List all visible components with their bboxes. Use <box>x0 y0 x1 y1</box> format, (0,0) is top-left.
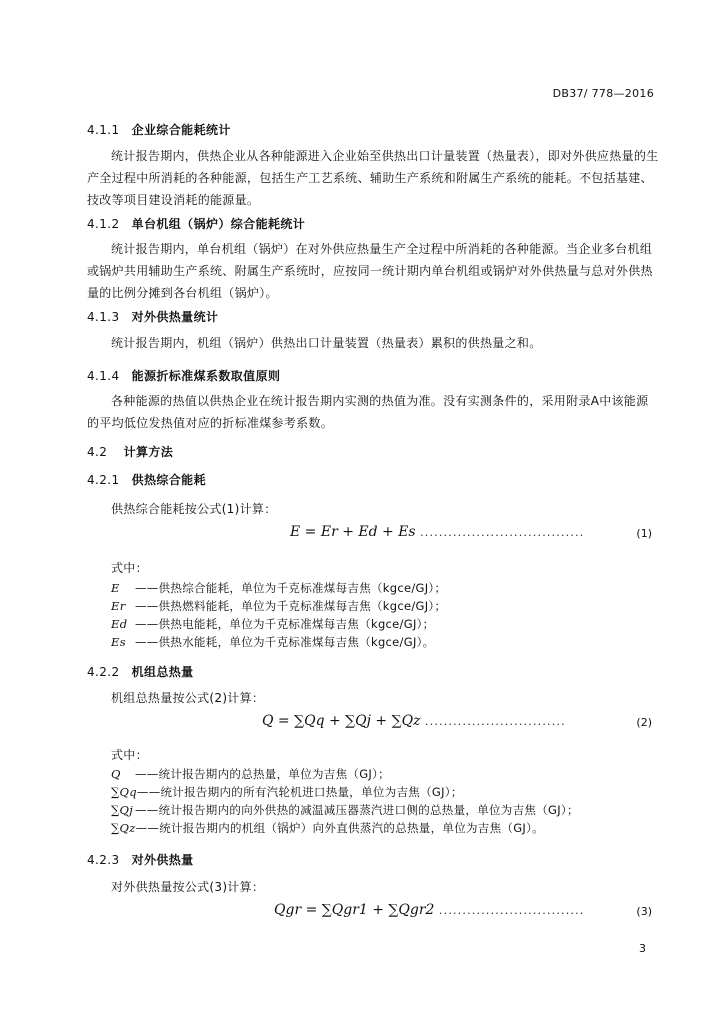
formula-expression: E = Er + Ed + Es <box>290 524 416 540</box>
formula-intro-2: 机组总热量按公式(2)计算： <box>111 691 265 705</box>
doc-code-header: DB37/ 778—2016 <box>552 87 654 100</box>
definition-text: ——统计报告期内的所有汽轮机进口热量，单位为吉焦（GJ）； <box>136 785 463 799</box>
where-label-1: 式中： <box>111 561 148 575</box>
equation-number-2: (2) <box>636 716 652 729</box>
heading-4-2-2 <box>87 663 194 680</box>
heading-title: 对外供热量统计 <box>131 310 219 324</box>
formula-expression: Qgr = ∑Qgr1 + ∑Qgr2 <box>274 902 435 918</box>
heading-4-2 <box>87 443 173 460</box>
equation-number-3: (3) <box>636 905 652 918</box>
where-label-2: 式中： <box>111 748 148 762</box>
heading-4-1-2 <box>87 215 305 232</box>
heading-number: 4.1.4 <box>87 369 120 383</box>
heading-4-1-4 <box>87 367 280 384</box>
heading-title: 企业综合能耗统计 <box>131 123 231 137</box>
heading-title: 能源折标准煤系数取值原则 <box>131 369 281 383</box>
heading-number: 4.1.2 <box>87 217 120 231</box>
equation-number-1: (1) <box>636 527 652 540</box>
definition-symbol: Q <box>111 767 121 781</box>
definition-text: ——供热燃料能耗，单位为千克标准煤每吉焦（kgce/GJ）； <box>135 599 447 613</box>
formula-3 <box>274 902 585 918</box>
definition-symbol: Ed <box>111 617 128 631</box>
formula-expression: Q = ∑Qq + ∑Qj + ∑Qz <box>262 713 421 729</box>
page-number: 3 <box>639 942 646 955</box>
formula-2 <box>262 713 566 729</box>
definition-E <box>111 580 446 596</box>
formula-intro-3: 对外供热量按公式(3)计算： <box>111 880 265 894</box>
heading-number: 4.2 <box>87 445 108 459</box>
heading-number: 4.1.3 <box>87 310 120 324</box>
definition-symbol: ∑Qj <box>111 803 134 817</box>
heading-title: 对外供热量 <box>131 853 194 867</box>
heading-number: 4.2.2 <box>87 665 120 679</box>
heading-number: 4.2.3 <box>87 853 120 867</box>
definition-Qj <box>111 802 579 818</box>
definition-symbol: E <box>111 581 120 595</box>
definition-Es <box>111 634 434 650</box>
heading-4-2-1 <box>87 471 206 488</box>
heading-title: 计算方法 <box>123 445 174 459</box>
definition-text: ——统计报告期内的总热量，单位为吉焦（GJ）； <box>135 767 390 781</box>
heading-4-1-3 <box>87 308 218 325</box>
leader-dots: ............................... <box>438 904 585 917</box>
heading-4-1-1 <box>87 121 231 138</box>
definition-Q <box>111 766 390 782</box>
definition-Qq <box>111 784 463 800</box>
paragraph-4-1-1: 统计报告期内，供热企业从各种能源进入企业始至供热出口计量装置（热量表），即对外供应热量的生产全过程中所消耗的各种能源，包括生产工艺系统、辅助生产系统和附属生产系统的能耗。不包括基建、技改等项目建设消耗的能源量。 <box>87 149 659 207</box>
heading-number: 4.1.1 <box>87 123 120 137</box>
definition-text: ——供热水能耗，单位为千克标准煤每吉焦（kgce/GJ）。 <box>135 635 435 649</box>
definition-text: ——供热综合能耗，单位为千克标准煤每吉焦（kgce/GJ）； <box>135 581 447 595</box>
paragraph-4-1-4: 各种能源的热值以供热企业在统计报告期内实测的热值为准。没有实测条件的，采用附录A中该能源的平均低位发热值对应的折标准煤参考系数。 <box>87 394 649 430</box>
leader-dots: ................................... <box>420 526 585 539</box>
heading-4-2-3 <box>87 851 194 868</box>
leader-dots: .............................. <box>424 715 566 728</box>
formula-1 <box>290 524 584 540</box>
definition-Er <box>111 598 446 614</box>
formula-intro-1: 供热综合能耗按公式(1)计算： <box>111 502 277 516</box>
paragraph-4-1-3: 统计报告期内，机组（锅炉）供热出口计量装置（热量表）累积的供热量之和。 <box>111 336 542 350</box>
definition-text: ——供热电能耗，单位为千克标准煤每吉焦（kgce/GJ）； <box>135 617 435 631</box>
heading-title: 机组总热量 <box>131 665 194 679</box>
definition-text: ——统计报告期内的向外供热的减温减压器蒸汽进口侧的总热量，单位为吉焦（GJ）； <box>135 803 579 817</box>
heading-title: 单台机组（锅炉）综合能耗统计 <box>131 217 306 231</box>
definition-symbol: ∑Qq <box>111 785 137 799</box>
definition-Qz <box>111 820 544 836</box>
definition-symbol: ∑Qz <box>111 821 136 835</box>
definition-text: ——统计报告期内的机组（锅炉）向外直供蒸汽的总热量，单位为吉焦（GJ）。 <box>135 821 544 835</box>
heading-number: 4.2.1 <box>87 473 120 487</box>
heading-title: 供热综合能耗 <box>131 473 206 487</box>
definition-symbol: Er <box>111 599 126 613</box>
paragraph-4-1-2: 统计报告期内，单台机组（锅炉）在对外供应热量生产全过程中所消耗的各种能源。当企业多台机组或锅炉共用辅助生产系统、附属生产系统时，应按同一统计期内单台机组或锅炉对外供热量与总对外供热量的比例分摊到各台机组（锅炉）。 <box>87 242 653 300</box>
definition-symbol: Es <box>111 635 126 649</box>
definition-Ed <box>111 616 434 632</box>
